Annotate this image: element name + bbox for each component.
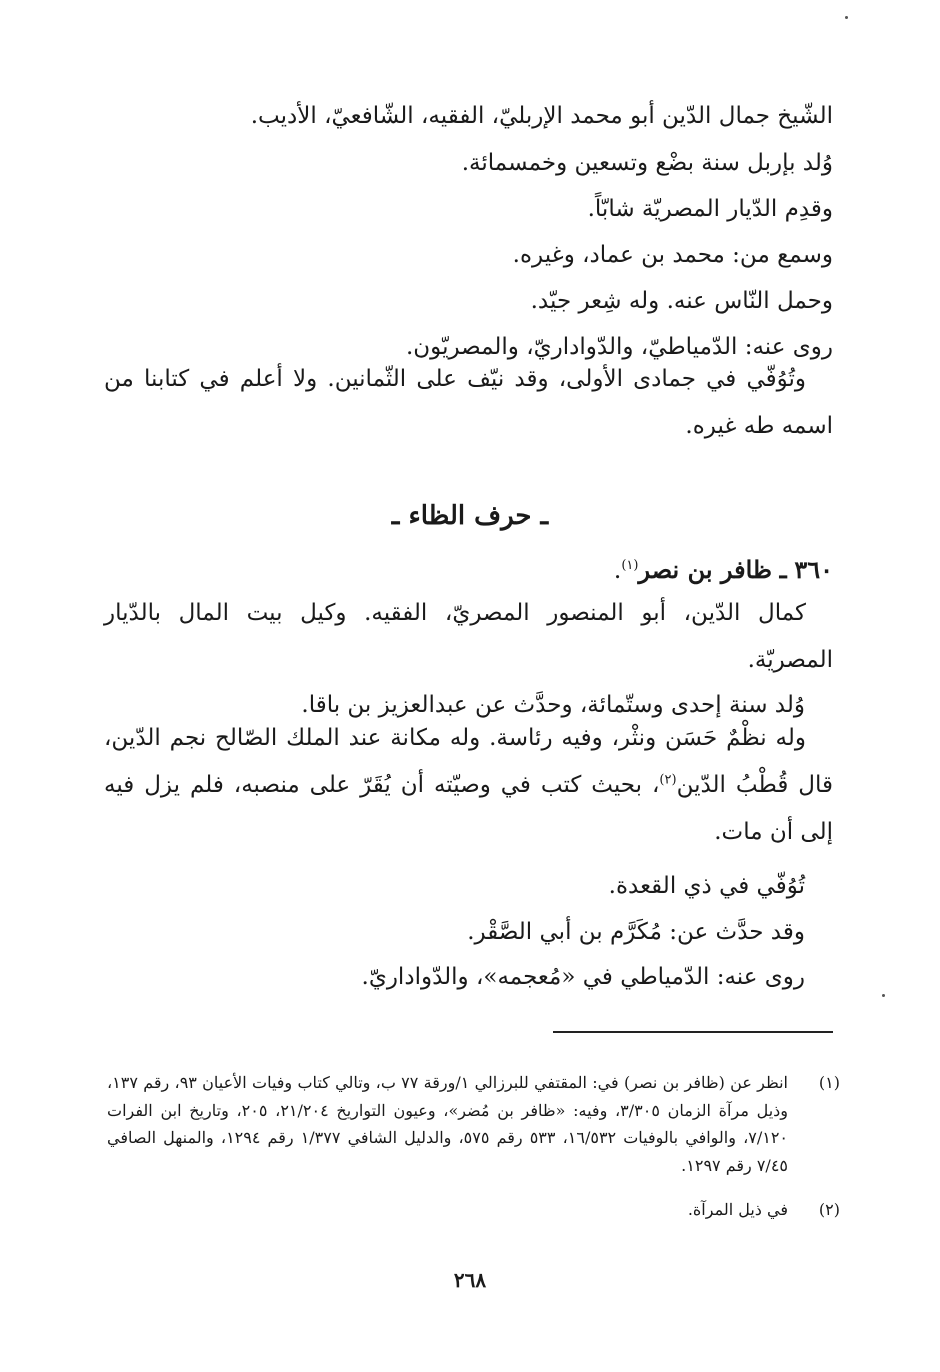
entry-birth-line: وُلد سنة إحدى وستّمائة، وحدَّث عن عبدالعزيز بن باقا. (301, 692, 805, 718)
bio-line-2: وُلد بإربل سنة بضْع وتسعين وخمسمائة. (461, 150, 833, 176)
footnote-ref-2: (٢) (659, 772, 677, 788)
footnote-1-text: انظر عن (ظافر بن نصر) في: المقتفي للبرزالي ١/ورقة ٧٧ ب، وتالي كتاب وفيات الأعيان ٩٣، رقم ١٣٧، وذيل مرآة الزمان ٣/٣٠٥، وفيه: «ظافر بن مُضر»، وعيون التواريخ ٢١/٢٠٤، ٢٠٥، وتاريخ ابن الفرات ٧/١٢٠، والوافي بالوفيات ١٦/٥٣٢، ٥٣٣ رقم ٥٧٥، والدليل الشافي ١/٣٧٧ رقم ١٢٩٤، والمنهل الصافي ٧/٤٥ رقم ١٢٩٧. (107, 1073, 789, 1175)
footnote-1-mark: (١) (818, 1073, 840, 1092)
footnote-2-text: في ذيل المرآة. (687, 1200, 788, 1219)
bio-death-paragraph: وتُوُفّي في جمادى الأولى، وقد نيّف على الثّمانين. ولا أعلم في كتابنا من اسمه طه غيره. (104, 366, 833, 439)
entry-name: ظافر بن نصر (638, 555, 773, 584)
bio-line-3: وقدِم الدّيار المصريّة شابّاً. (587, 196, 833, 222)
footnote-separator (553, 1031, 833, 1033)
entry-status-paragraph: وله نظْمٌ حَسَن ونثْر، وفيه رئاسة. وله مكانة عند الملك الصّالح نجم الدّين، قال قُطْبُ الدّين$^{(٢)}$، بحيث كتب في وصيّته أن يُقَرّ على منصبه، فلم يزل فيه إلى أن مات. (104, 725, 833, 845)
bio-line-4: وسمع من: محمد بن عماد، وغيره. (512, 242, 833, 268)
entry-number: ٣٦٠ (794, 555, 833, 584)
entry-intro-paragraph: كمال الدّين، أبو المنصور المصريّ، الفقيه. وكيل بيت المال بالدّيار المصريّة. (104, 600, 833, 673)
footnote-ref-1: (١) (621, 558, 639, 573)
footnote-2-mark: (٢) (818, 1200, 840, 1219)
bio-line-1: الشّيخ جمال الدّين أبو محمد الإربليّ، الفقيه، الشّافعيّ، الأديب. (250, 103, 833, 129)
bio-line-6: روى عنه: الدّمياطيّ، والدّواداريّ، والمصريّون. (405, 334, 833, 360)
entry-narrators-line: روى عنه: الدّمياطي في «مُعجمه»، والدّواداريّ. (361, 964, 805, 990)
entry-header: ٣٦٠ ـ ظافر بن نصر$^{(١)}$. (613, 555, 833, 584)
scan-speck (845, 16, 848, 19)
section-heading: ـ حرف الظاء ـ (391, 501, 549, 531)
page-number: ٢٦٨ (453, 1268, 487, 1292)
entry-death-line: تُوُفّي في ذي القعدة. (608, 873, 805, 899)
bio-line-5: وحمل النّاس عنه. وله شِعر جيّد. (530, 288, 833, 314)
scan-speck (882, 994, 885, 997)
entry-heard-line: وقد حدَّث عن: مُكَرَّم بن أبي الصَّقْر. (467, 919, 805, 945)
